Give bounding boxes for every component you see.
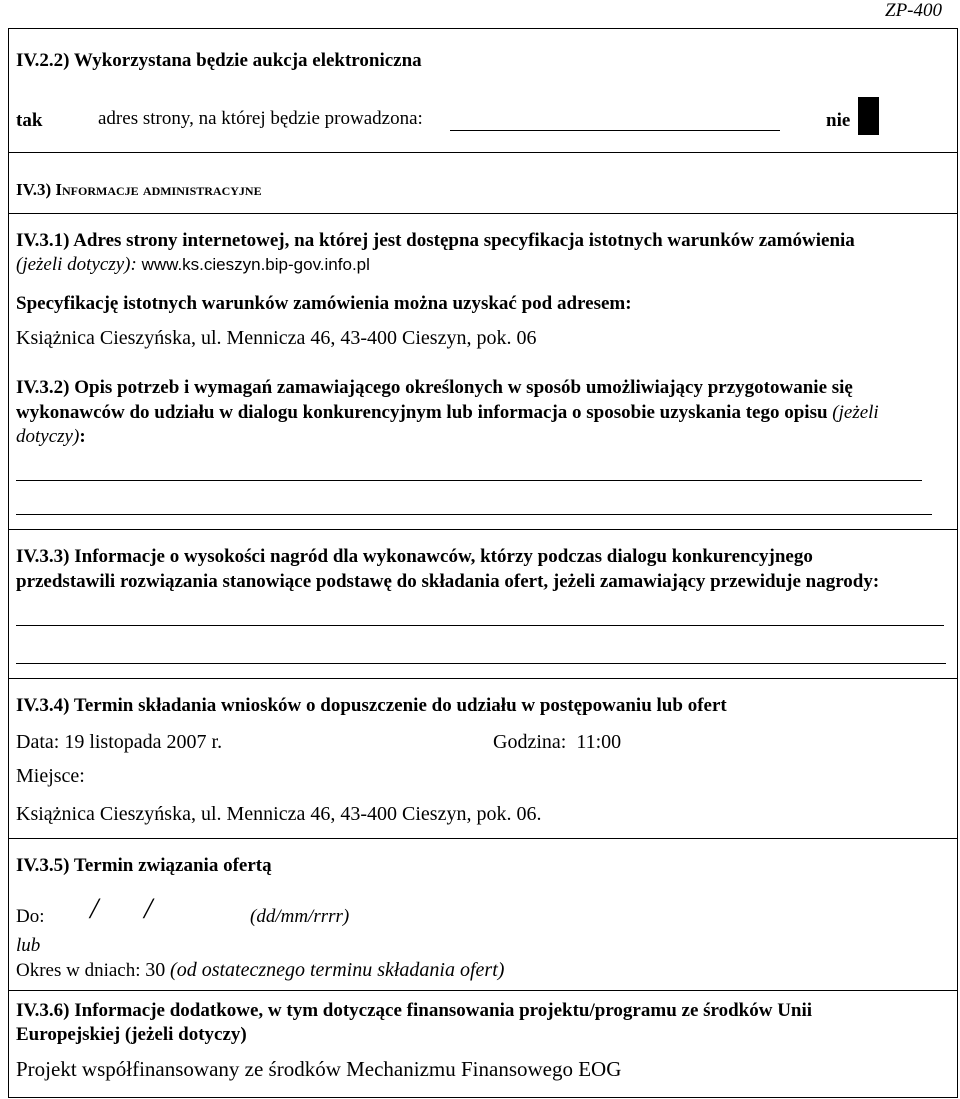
date-value: 19 listopada 2007 r. (64, 731, 223, 753)
place-label: Miejsce: (16, 765, 85, 787)
section-iv-3-1-heading: IV.3.1) Adres strony internetowej, na której jest dostępna specyfikacja istotnych warunków zamówienia (16, 230, 855, 251)
prizes-field-line1[interactable] (16, 625, 944, 626)
divider (8, 152, 958, 153)
section-iv-2-2-heading: IV.2.2) Wykorzystana będzie aukcja elektroniczna (16, 50, 422, 71)
date-label: Data: (16, 731, 60, 753)
spec-address-value: Książnica Cieszyńska, ul. Mennicza 46, 43-400 Cieszyn, pok. 06 (16, 327, 537, 349)
place-value: Książnica Cieszyńska, ul. Mennicza 46, 43-400 Cieszyn, pok. 06. (16, 803, 542, 825)
prizes-field-line2[interactable] (16, 663, 946, 664)
spec-url: www.ks.cieszyn.bip-gov.info.pl (141, 255, 370, 274)
days-value: 30 (145, 959, 166, 981)
section-iv-3-3-heading-line2: przedstawili rozwiązania stanowiące podstawę do składania ofert, jeżeli zamawiający przewiduje nagrody: (16, 571, 880, 592)
do-label: Do: (16, 906, 45, 927)
tak-label: tak (16, 110, 43, 131)
divider (8, 838, 958, 839)
days-line (16, 959, 504, 982)
additional-info-value: Projekt współfinansowany ze środków Mechanizmu Finansowego EOG (16, 1057, 622, 1081)
days-note: (od ostatecznego terminu składania ofert) (170, 959, 505, 981)
nie-checkbox-marked[interactable] (858, 97, 879, 135)
description-field-line1[interactable] (16, 480, 922, 481)
section-iv-3-2-heading-line3: dotyczy): (16, 426, 86, 447)
divider (8, 529, 958, 530)
days-label: Okres w dniach: (16, 960, 141, 981)
lub-label: lub (16, 935, 41, 956)
divider (8, 213, 958, 214)
section-iv-3-2-heading-line1: IV.3.2) Opis potrzeb i wymagań zamawiającego określonych w sposób umożliwiający przygotowanie się (16, 377, 853, 398)
date-slash-1: / (90, 892, 99, 925)
divider (8, 990, 958, 991)
divider (8, 678, 958, 679)
form-code: ZP-400 (885, 0, 942, 21)
date-line (16, 731, 222, 754)
section-iv-3-5-heading: IV.3.5) Termin związania ofertą (16, 855, 272, 876)
spec-address-label: Specyfikację istotnych warunków zamówienia można uzyskać pod adresem: (16, 293, 632, 314)
section-iv-3-3-heading-line1: IV.3.3) Informacje o wysokości nagród dla wykonawców, którzy podczas dialogu konkurencyjnego (16, 546, 813, 567)
auction-address-label: adres strony, na której będzie prowadzona: (98, 108, 423, 129)
time-label: Godzina: (493, 731, 567, 753)
spec-url-line: (jeżeli dotyczy): www.ks.cieszyn.bip-gov.info.pl (16, 254, 370, 275)
section-iv-3-6-heading-line1: IV.3.6) Informacje dodatkowe, w tym dotyczące finansowania projektu/programu ze środków Unii (16, 1000, 813, 1021)
time-line (493, 731, 621, 754)
date-format-hint: (dd/mm/rrrr) (250, 906, 350, 927)
section-iv-3-6-heading-line2: Europejskiej (jeżeli dotyczy) (16, 1024, 247, 1045)
auction-address-field[interactable] (450, 130, 780, 131)
section-iv-3-4-heading: IV.3.4) Termin składania wniosków o dopuszczenie do udziału w postępowaniu lub ofert (16, 695, 727, 716)
section-iv-3-2-heading-line2: wykonawców do udziału w dialogu konkurencyjnym lub informacja o sposobie uzyskania tego opisu (jeżeli (16, 402, 879, 423)
description-field-line2[interactable] (16, 514, 932, 515)
nie-label: nie (826, 110, 851, 131)
section-iv-3-heading: IV.3) Informacje administracyjne (16, 180, 262, 199)
time-value: 11:00 (576, 731, 622, 753)
date-slash-2: / (144, 892, 153, 925)
